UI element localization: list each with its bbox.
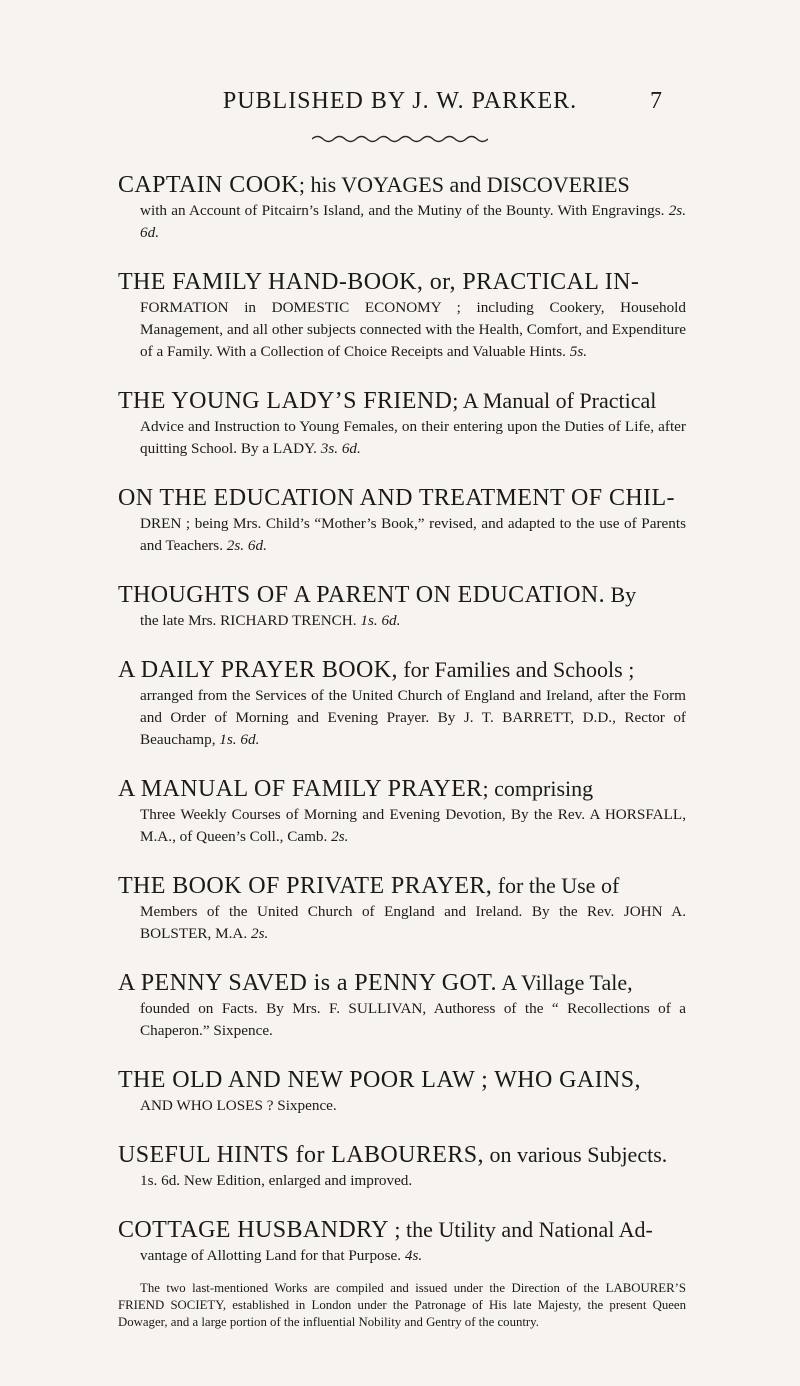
entry-title: USEFUL HINTS for LABOURERS,	[118, 1142, 484, 1168]
entry-lead: ; comprising	[482, 776, 594, 801]
entry-lead: By	[604, 582, 637, 607]
page-header-title: PUBLISHED BY J. W. PARKER.	[222, 88, 578, 114]
entry-description: arranged from the Services of the United Church of England and Ireland, after the Form and Order of Morning and Evening Prayer. By J. T. BARRETT, D.D., Rector of Beauchamp,	[140, 687, 686, 748]
catalogue-entry	[118, 655, 686, 751]
entry-title: COTTAGE HUSBANDRY	[118, 1217, 389, 1243]
wavy-rule-ornament	[312, 134, 488, 144]
entry-title: THE BOOK OF PRIVATE PRAYER,	[118, 873, 493, 899]
entry-lead: A Village Tale,	[496, 970, 633, 995]
entry-lead: ; the Utility and National Ad-	[388, 1217, 653, 1242]
entry-title: A MANUAL OF FAMILY PRAYER	[118, 776, 483, 802]
entry-description: 1s. 6d. New Edition, enlarged and improved.	[140, 1172, 413, 1189]
catalogue-entry	[118, 483, 686, 557]
running-head	[0, 88, 800, 128]
entry-price: 2s.	[250, 925, 269, 942]
entry-title: THE YOUNG LADY’S FRIEND	[118, 388, 453, 414]
entry-description: the late Mrs. RICHARD TRENCH.	[140, 612, 357, 629]
catalogue-entry	[118, 580, 686, 632]
entry-price: 5s.	[569, 343, 588, 360]
entry-description: founded on Facts. By Mrs. F. SULLIVAN, Authoress of the “ Recollections of a Chaperon.”	[140, 1000, 686, 1039]
entry-lead: on various Subjects.	[483, 1142, 668, 1167]
society-note: The two last-mentioned Works are compiled and issued under the Direction of the LABOURER’S FRIEND SOCIETY, established in London under the Patronage of His late Majesty, the present Queen Dowager, and a large portion of the influential Nobility and Gentry of the country.	[118, 1281, 686, 1329]
entry-title: THOUGHTS OF A PARENT ON EDUCATION.	[118, 582, 605, 608]
catalogue-entry	[118, 1215, 686, 1267]
entry-price: 4s.	[404, 1247, 423, 1264]
catalogue-entry	[118, 871, 686, 945]
entry-price: Sixpence.	[277, 1097, 337, 1114]
entry-title: CAPTAIN COOK	[118, 172, 299, 198]
entry-title: A PENNY SAVED is a PENNY GOT.	[118, 970, 497, 996]
entry-title: THE OLD AND NEW POOR LAW ; WHO GAINS,	[118, 1067, 641, 1093]
entry-description: Advice and Instruction to Young Females, on their entering upon the Duties of Life, after quitting School. By a LADY.	[140, 418, 686, 457]
catalogue-entries	[118, 170, 686, 1344]
entry-lead: ; his VOYAGES and DISCOVERIES	[298, 172, 630, 197]
entry-description: Three Weekly Courses of Morning and Evening Devotion, By the Rev. A HORSFALL, M.A., of Queen’s Coll., Camb.	[140, 806, 686, 845]
catalogue-entry	[118, 1065, 686, 1117]
entry-price: 2s. 6d.	[140, 202, 686, 241]
entry-lead: ; A Manual of Practical	[452, 388, 657, 413]
catalogue-entry	[118, 170, 686, 244]
entry-lead: for the Use of	[492, 873, 620, 898]
catalogue-entry	[118, 1140, 686, 1192]
entry-price: 1s. 6d.	[219, 731, 260, 748]
catalogue-entry	[118, 267, 686, 363]
entry-price: 2s. 6d.	[226, 537, 267, 554]
entry-title: ON THE EDUCATION AND TREATMENT OF CHIL-	[118, 485, 675, 511]
catalogue-entry	[118, 968, 686, 1042]
entry-description: with an Account of Pitcairn’s Island, and the Mutiny of the Bounty. With Engravings.	[140, 202, 665, 219]
entry-description: AND WHO LOSES ?	[140, 1097, 274, 1114]
entry-lead: for Families and Schools ;	[397, 657, 635, 682]
entry-description: DREN ; being Mrs. Child’s “Mother’s Book,” revised, and adapted to the use of Parents and Teachers.	[140, 515, 686, 554]
entry-price: 3s. 6d.	[320, 440, 361, 457]
catalogue-entry	[118, 386, 686, 460]
entry-title: THE FAMILY HAND-BOOK, or, PRACTICAL IN-	[118, 269, 640, 295]
catalogue-entry	[118, 774, 686, 848]
entry-description: FORMATION in DOMESTIC ECONOMY ; including Cookery, Household Management, and all other subjects connected with the Health, Comfort, and Expenditure of a Family. With a Collection of Choice Receipts and Valuable Hints.	[140, 299, 686, 360]
entry-price: Sixpence.	[213, 1022, 273, 1039]
entry-description: Members of the United Church of England and Ireland. By the Rev. JOHN A. BOLSTER, M.A.	[140, 903, 686, 942]
entry-title: A DAILY PRAYER BOOK,	[118, 657, 398, 683]
entry-description: vantage of Allotting Land for that Purpose.	[140, 1247, 402, 1264]
entry-price: 1s. 6d.	[360, 612, 401, 629]
page-number: 7	[650, 88, 662, 114]
entry-price: 2s.	[331, 828, 349, 845]
